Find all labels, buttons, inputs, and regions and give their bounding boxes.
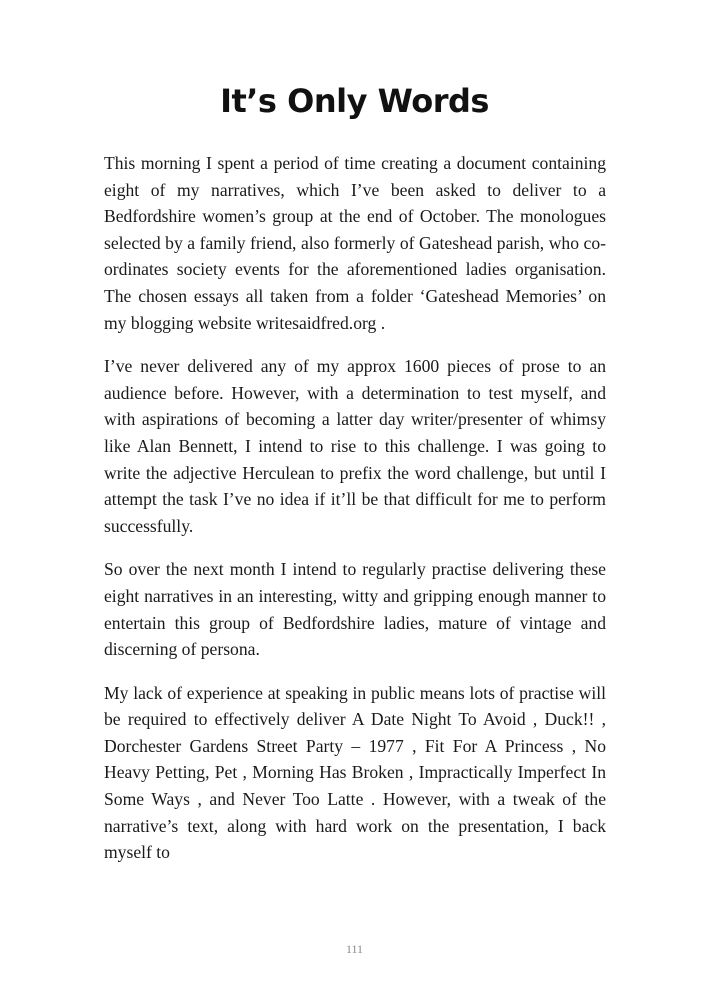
paragraph-1: This morning I spent a period of time creating a document containing eight of my narratives, which I’ve been asked to deliver to a Bedfordshire women’s group at the end of October. The monologues selected by a family friend, also formerly of Gateshead parish, who co-ordinates society events for the aforementioned ladies organisation. The chosen essays all taken from a folder ‘Gateshead Memories’ on my blogging website writesaidfred.org .: [104, 153, 606, 333]
page-title: It’s Only Words: [220, 82, 489, 120]
body-text: [104, 150, 606, 883]
paragraph-3: So over the next month I intend to regularly practise delivering these eight narratives in an interesting, witty and gripping enough manner to entertain this group of Bedfordshire ladies, mature of vintage and discerning of persona.: [104, 559, 606, 660]
paragraph-2: I’ve never delivered any of my approx 1600 pieces of prose to an audience before. However, with a determination to test myself, and with aspirations of becoming a latter day writer/presenter of whimsy like Alan Bennett, I intend to rise to this challenge. I was going to write the adjective Herculean to prefix the word challenge, but until I attempt the task I’ve no idea if it’ll be that difficult for me to perform successfully.: [104, 356, 606, 536]
page-number: 111: [345, 942, 364, 956]
paragraph-4: My lack of experience at speaking in public means lots of practise will be required to effectively deliver A Date Night To Avoid , Duck!! , Dorchester Gardens Street Party – 1977 , Fit For A Princess , No Heavy Petting, Pet , Morning Has Broken , Impractically Imperfect In Some Ways , and Never Too Latte . However, with a tweak of the narrative’s text, along with hard work on the presentation, I back myself to: [104, 682, 606, 863]
